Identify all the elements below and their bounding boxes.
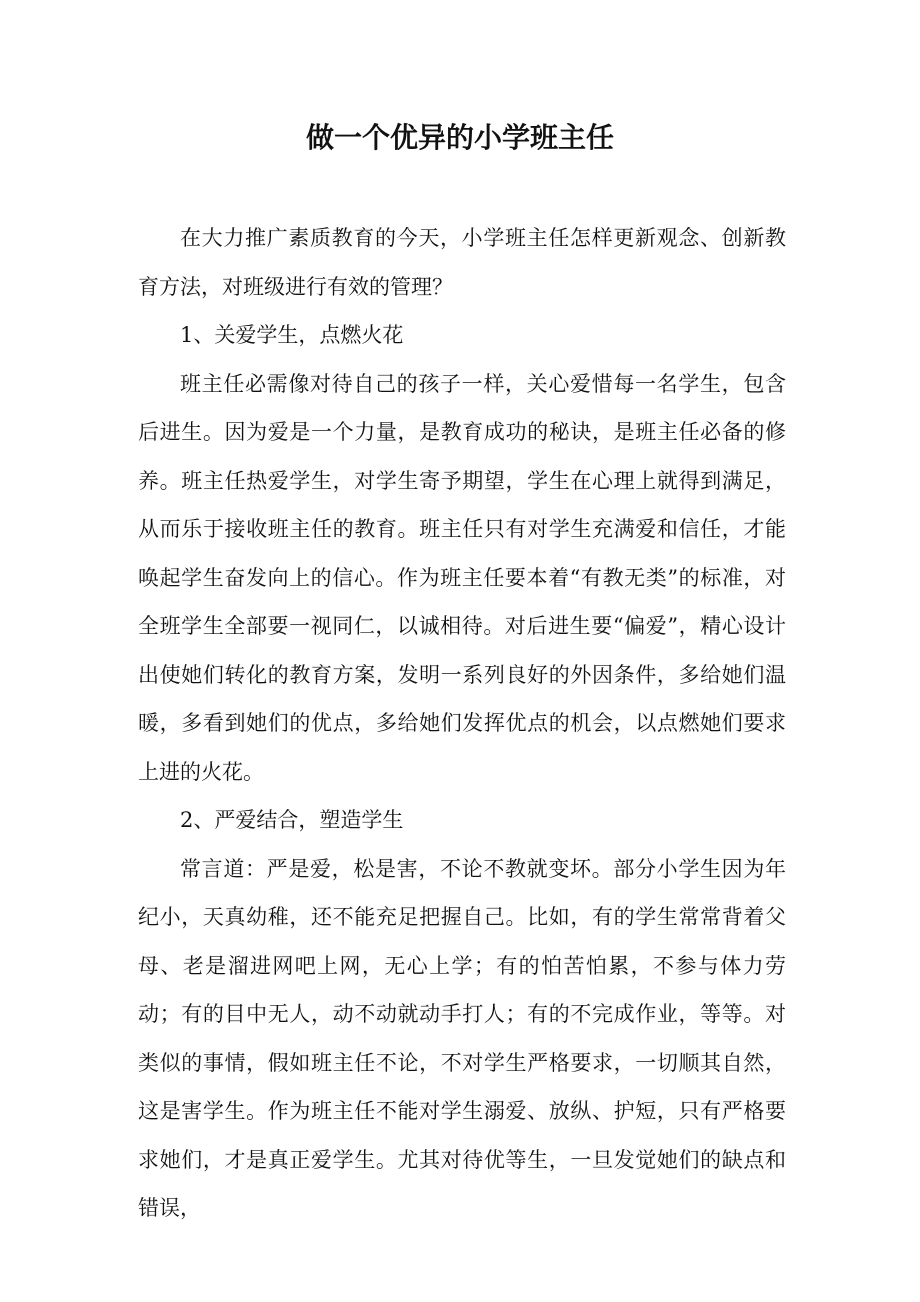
section-1-paragraph: 班主任必需像对待自己的孩子一样，关心爱惜每一名学生，包含后进生。因为爱是一个力量，是教育成功的秘诀，是班主任必备的修养。班主任热爱学生，对学生寄予期望，学生在心理上就得到满足，从而乐于接收班主任的教育。班主任只有对学生充满爱和信任，才能唤起学生奋发向上的信心。作为班主任要本着“有教无类”的标准，对全班学生全部要一视同仁，以诚相待。对后进生要“偏爱”，精心设计出使她们转化的教育方案，发明一系列良好的外因条件，多给她们温暖，多看到她们的优点，多给她们发挥优点的机会，以点燃她们要求上进的火花。: [138, 371, 786, 784]
section-2-paragraph: 常言道：严是爱，松是害，不论不教就变坏。部分小学生因为年纪小，天真幼稚，还不能充足把握自己。比如，有的学生常常背着父母、老是溜进网吧上网，无心上学；有的怕苦怕累，不参与体力劳动；有的目中无人，动不动就动手打人；有的不完成作业，等等。对类似的事情，假如班主任不论，不对学生严格要求，一切顺其自然，这是害学生。作为班主任不能对学生溺爱、放纵、护短，只有严格要求她们，才是真正爱学生。尤其对待优等生，一旦发觉她们的缺点和错误，: [138, 856, 786, 1220]
document-title: 做一个优异的小学班主任: [305, 121, 614, 154]
section-2-heading: 2、严爱结合，塑造学生: [180, 808, 404, 832]
document-body: [138, 214, 786, 1233]
intro-paragraph: 在大力推广素质教育的今天，小学班主任怎样更新观念、创新教育方法，对班级进行有效的管理？: [138, 226, 786, 299]
section-1-heading: 1、关爱学生，点燃火花: [180, 323, 404, 347]
